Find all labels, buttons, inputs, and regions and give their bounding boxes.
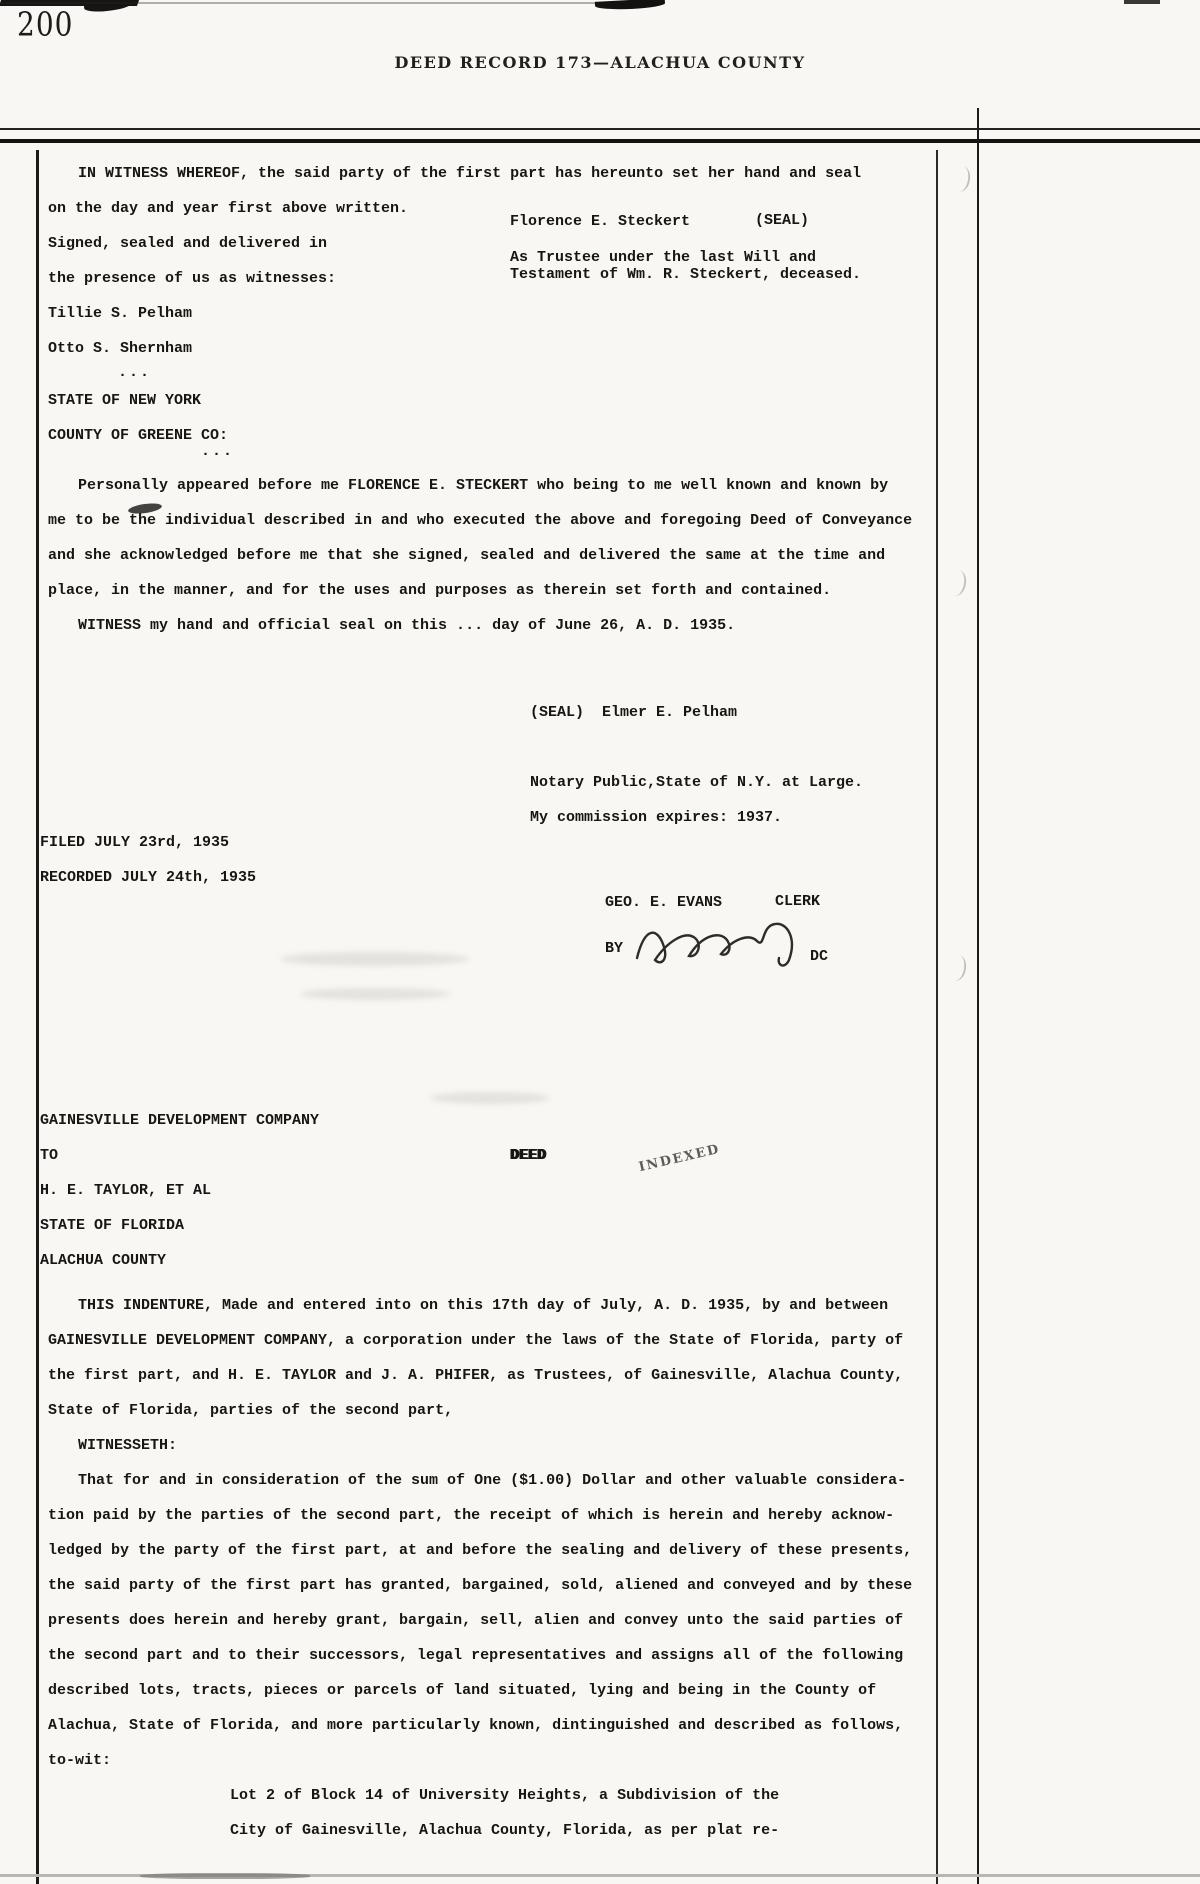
text-line: FILED JULY 23rd, 1935 (40, 834, 230, 851)
left-margin-rule (36, 150, 39, 1884)
page-header-title: DEED RECORD 173—ALACHUA COUNTY (394, 53, 806, 72)
text-line: place, in the manner, and for the uses and purposes as therein set forth and contained. (48, 582, 832, 599)
clerk-title: CLERK (775, 893, 821, 910)
text-line: described lots, tracts, pieces or parcels of land situated, lying and being in the County of (48, 1682, 877, 1699)
scan-artifact (300, 988, 450, 1000)
scan-artifact (1124, 0, 1160, 4)
deputy-initials: DC (810, 948, 829, 965)
acknowledgment-body (48, 468, 936, 643)
text-line: the second part and to their successors, legal representatives and assigns all of the following (48, 1647, 904, 1664)
text-line: Testament of Wm. R. Steckert, deceased. (510, 266, 862, 283)
text-line: Alachua, State of Florida, and more particularly known, dintinguished and described as follows, (48, 1717, 904, 1734)
text-line: Personally appeared before me FLORENCE E. STECKERT who being to me well known and known by (78, 477, 889, 494)
deed-type-label: DEED (510, 1147, 547, 1164)
scan-artifact (595, 0, 665, 11)
clerk-signature (631, 912, 816, 974)
text-line: Lot 2 of Block 14 of University Heights, a Subdivision of the (230, 1787, 780, 1804)
acknowledgment-venue (48, 383, 235, 460)
by-label: BY (605, 940, 624, 957)
header-rule-thin (0, 128, 1200, 130)
filing-stamps (40, 825, 256, 895)
notary-signature-block (458, 660, 863, 835)
notary-signature-name: Elmer E. Pelham (602, 704, 738, 721)
alachua-county-caption: ALACHUA COUNTY (40, 1252, 167, 1269)
text-line: me to be the individual described in and who executed the above and foregoing Deed of Conveyance (48, 512, 913, 529)
text-line: WITNESS my hand and official seal on this ... day of June 26, A. D. 1935. (78, 617, 736, 634)
text-line: and she acknowledged before me that she signed, sealed and delivered the same at the time and (48, 547, 886, 564)
text-line: Signed, sealed and delivered in (48, 235, 328, 252)
florida-state-caption: STATE OF FLORIDA (40, 1217, 185, 1234)
text-line: That for and in consideration of the sum of One ($1.00) Dollar and other valuable considera- (78, 1472, 907, 1489)
text-line: the presence of us as witnesses: (48, 270, 337, 287)
trustee-capacity-lines (510, 249, 861, 283)
text-line: GAINESVILLE DEVELOPMENT COMPANY, a corporation under the laws of the State of Florida, party of (48, 1332, 904, 1349)
indenture-paragraph (48, 1288, 936, 1463)
text-line: WITNESSETH: (78, 1437, 178, 1454)
to-label: TO (40, 1147, 59, 1164)
scan-artifact (280, 952, 470, 966)
deed-caption-block (40, 1103, 936, 1278)
clerk-name: GEO. E. EVANS (605, 894, 723, 911)
consideration-paragraph (48, 1463, 936, 1778)
text-line: State of Florida, parties of the second part, (48, 1402, 454, 1419)
county-caption: COUNTY OF GREENE CO: (48, 427, 229, 444)
text-line: THIS INDENTURE, Made and entered into on this 17th day of July, A. D. 1935, by and between (78, 1297, 889, 1314)
right-margin-rule-outer (977, 108, 979, 1884)
text-line: the first part, and H. E. TAYLOR and J. A. PHIFER, as Trustees, of Gainesville, Alachua County, (48, 1367, 904, 1384)
page-number: 200 (17, 5, 74, 44)
seal-label: (SEAL) (755, 212, 810, 229)
text-line: City of Gainesville, Alachua County, Florida, as per plat re- (230, 1822, 780, 1839)
text-line: IN WITNESS WHEREOF, the said party of the first part has hereunto set her hand and seal (78, 165, 862, 182)
margin-mark (950, 165, 972, 194)
scan-artifact (0, 2, 620, 4)
text-line: Tillie S. Pelham (48, 305, 193, 322)
clerk-block (605, 893, 885, 978)
margin-mark (946, 569, 968, 598)
grantor-signature-row (510, 212, 930, 230)
text-line: As Trustee under the last Will and (510, 249, 817, 266)
text-line: Otto S. Shernham (48, 340, 193, 357)
text-line: RECORDED JULY 24th, 1935 (40, 869, 257, 886)
text-line: presents does herein and hereby grant, bargain, sell, alien and convey unto the said parties of (48, 1612, 904, 1629)
text-line: ledged by the party of the first part, at and before the sealing and delivery of these presents, (48, 1542, 913, 1559)
right-margin-rule-inner (936, 150, 938, 1884)
notary-seal-label: (SEAL) (530, 704, 585, 721)
scan-artifact (140, 1873, 310, 1879)
grantor-caption: GAINESVILLE DEVELOPMENT COMPANY (40, 1112, 320, 1129)
text-line: the said party of the first part has granted, bargained, sold, aliened and conveyed and by these (48, 1577, 913, 1594)
text-line: to-wit: (48, 1752, 112, 1769)
state-caption: STATE OF NEW YORK (48, 392, 202, 409)
text-line: tion paid by the parties of the second part, the receipt of which is herein and hereby acknow- (48, 1507, 895, 1524)
commission-line: My commission expires: 1937. (530, 809, 783, 826)
witness-dots: ... (118, 364, 152, 381)
text-line: on the day and year first above written. (48, 200, 409, 217)
property-description (230, 1778, 779, 1848)
notary-title: Notary Public,State of N.Y. at Large. (530, 774, 864, 791)
header-rule-thick (0, 139, 1200, 143)
county-dots: ... (201, 443, 235, 460)
margin-mark (946, 954, 968, 983)
grantor-signature-name: Florence E. Steckert (510, 213, 691, 230)
grantee-caption: H. E. TAYLOR, ET AL (40, 1182, 212, 1199)
indexed-stamp: INDEXED (637, 1141, 722, 1176)
